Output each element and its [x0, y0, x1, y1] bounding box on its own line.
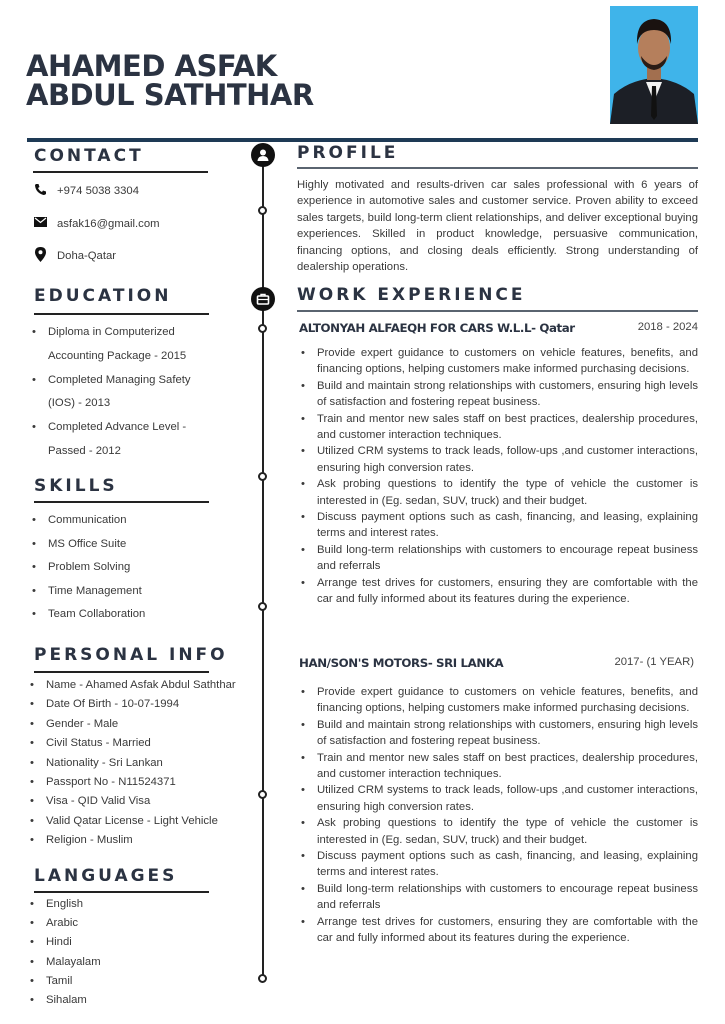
profile-section — [297, 143, 698, 275]
personal-info-item: • Religion - Muslim — [26, 831, 236, 850]
envelope-icon — [34, 217, 47, 230]
divider — [34, 891, 209, 893]
language-item: • Tamil — [26, 972, 209, 991]
timeline-dot — [258, 324, 267, 333]
email-link[interactable]: asfak16@gmail.com — [57, 217, 160, 230]
job-bullet: • Provide expert guidance to customers on vehicle features, benefits, and financing options, helping customers make informed purchasing decisions. — [297, 345, 698, 378]
education-item: • Completed Managing Safety (IOS) - 2013 — [28, 369, 209, 417]
job-bullet: • Arrange test drives for customers, ensuring they are comfortable with the car and fully informed about its features during the experience. — [297, 914, 698, 947]
job-bullets — [297, 345, 698, 608]
location-pin-icon — [34, 247, 47, 265]
divider — [34, 501, 209, 503]
divider — [33, 171, 208, 173]
language-item: • Malayalam — [26, 953, 209, 972]
personal-info-item: • Valid Qatar License - Light Vehicle — [26, 812, 236, 831]
personal-info-item: • Nationality - Sri Lankan — [26, 754, 236, 773]
job-bullet: • Ask probing questions to identify the type of vehicle the customer is interested in (Eg. sedan, SUV, truck) and their budget. — [297, 476, 698, 509]
language-item: • English — [26, 895, 209, 914]
company-name: ALTONYAH ALFAEQH FOR CARS W.L.L- Qatar — [299, 321, 575, 335]
contact-heading: CONTACT — [34, 146, 144, 166]
person-icon — [251, 143, 275, 167]
divider — [34, 313, 209, 315]
job-dates: 2017- (1 YEAR) — [614, 656, 694, 668]
skill-item: • Communication — [28, 509, 209, 533]
divider — [297, 310, 698, 312]
profile-photo — [610, 6, 698, 124]
job-bullet: • Train and mentor new sales staff on best practices, dealership procedures, and customer interaction techniques. — [297, 411, 698, 444]
personal-info-item: • Name - Ahamed Asfak Abdul Saththar — [26, 676, 236, 695]
education-heading: EDUCATION — [34, 286, 172, 306]
skill-item: • MS Office Suite — [28, 533, 209, 557]
personal-info-item: • Date Of Birth - 10-07-1994 — [26, 695, 236, 714]
personal-info-item: • Civil Status - Married — [26, 734, 236, 753]
job-bullet: • Discuss payment options such as cash, financing, and leasing, explaining terms and interest rates. — [297, 509, 698, 542]
personal-info-item: • Visa - QID Valid Visa — [26, 792, 236, 811]
name-line-2: ABDUL SATHTHAR — [26, 78, 314, 112]
job-header — [297, 321, 698, 335]
job-bullet: • Build and maintain strong relationships with customers, ensuring high levels of satisfaction and fostering repeat business. — [297, 378, 698, 411]
profile-heading: PROFILE — [297, 143, 399, 163]
personal-info-item: • Gender - Male — [26, 715, 236, 734]
phone-text[interactable]: +974 5038 3304 — [57, 185, 139, 197]
skill-item: • Time Management — [28, 580, 209, 604]
job-bullet: • Provide expert guidance to customers on vehicle features, benefits, and financing options, helping customers make informed purchasing decisions. — [297, 684, 698, 717]
education-section — [34, 286, 209, 464]
languages-section — [34, 866, 209, 1010]
phone-icon — [34, 183, 47, 199]
work-experience-section — [297, 285, 698, 608]
skills-section — [34, 476, 209, 627]
briefcase-icon — [251, 287, 275, 311]
timeline-dot — [258, 602, 267, 611]
skills-list — [28, 509, 209, 627]
timeline-dot — [258, 472, 267, 481]
education-item: • Diploma in Computerized Accounting Package - 2015 — [28, 321, 209, 369]
job-bullet: • Ask probing questions to identify the type of vehicle the customer is interested in (Eg. sedan, SUV, truck) and their budget. — [297, 815, 698, 848]
divider — [34, 671, 209, 673]
language-item: • Hindi — [26, 933, 209, 952]
timeline-dot — [258, 206, 267, 215]
timeline-dot — [258, 790, 267, 799]
work-experience-heading: WORK EXPERIENCE — [297, 285, 526, 305]
job-header — [297, 656, 698, 670]
languages-heading: LANGUAGES — [34, 866, 178, 886]
contact-location — [34, 247, 208, 265]
skill-item: • Team Collaboration — [28, 603, 209, 627]
job-bullet: • Build long-term relationships with customers to encourage repeat business and referrals — [297, 542, 698, 575]
job-bullet: • Train and mentor new sales staff on best practices, dealership procedures, and customer interaction techniques. — [297, 750, 698, 783]
job-dates: 2018 - 2024 — [637, 321, 698, 333]
education-item: • Completed Advance Level - Passed - 2012 — [28, 416, 209, 464]
skill-item: • Problem Solving — [28, 556, 209, 580]
divider — [297, 167, 698, 169]
candidate-name — [26, 49, 314, 112]
job-bullet: • Build and maintain strong relationships with customers, ensuring high levels of satisfaction and fostering repeat business. — [297, 717, 698, 750]
job-bullet: • Utilized CRM systems to track leads, follow-ups ,and customer interactions, ensuring high conversion rates. — [297, 782, 698, 815]
personal-info-list — [26, 676, 236, 851]
language-item: • Arabic — [26, 914, 209, 933]
job-bullets — [297, 684, 698, 947]
job-bullet: • Discuss payment options such as cash, financing, and leasing, explaining terms and interest rates. — [297, 848, 698, 881]
skills-heading: SKILLS — [34, 476, 118, 496]
profile-summary: Highly motivated and results-driven car sales professional with 6 years of experience in automotive sales and customer service. Proven ability to exceed sales targets, build long-term client relationships, and deliver exceptional buying experiences. Skilled in product knowledge, persuasive communication, financing options, and closing deals efficiently. Strong understanding of dealership operations. — [297, 179, 698, 274]
company-name: HAN/SON'S MOTORS- SRI LANKA — [299, 656, 504, 670]
job-bullet: • Utilized CRM systems to track leads, follow-ups ,and customer interactions, ensuring high conversion rates. — [297, 443, 698, 476]
languages-list — [26, 895, 209, 1010]
job-bullet: • Build long-term relationships with customers to encourage repeat business and referrals — [297, 881, 698, 914]
timeline-line — [262, 160, 264, 980]
work-experience-job-2 — [297, 656, 698, 947]
personal-info-section — [34, 645, 236, 851]
job-bullet: • Arrange test drives for customers, ensuring they are comfortable with the car and fully informed about its features during the experience. — [297, 575, 698, 608]
language-item: • Sihalam — [26, 991, 209, 1010]
name-line-1: AHAMED ASFAK — [26, 49, 277, 83]
contact-phone — [34, 183, 208, 199]
personal-info-item: • Passport No - N11524371 — [26, 773, 236, 792]
contact-section — [34, 146, 208, 265]
location-text: Doha-Qatar — [57, 250, 117, 262]
personal-info-heading: PERSONAL INFO — [34, 645, 228, 665]
contact-email — [34, 217, 208, 230]
education-list — [28, 321, 209, 464]
header-divider — [27, 138, 698, 142]
timeline-dot — [258, 974, 267, 983]
